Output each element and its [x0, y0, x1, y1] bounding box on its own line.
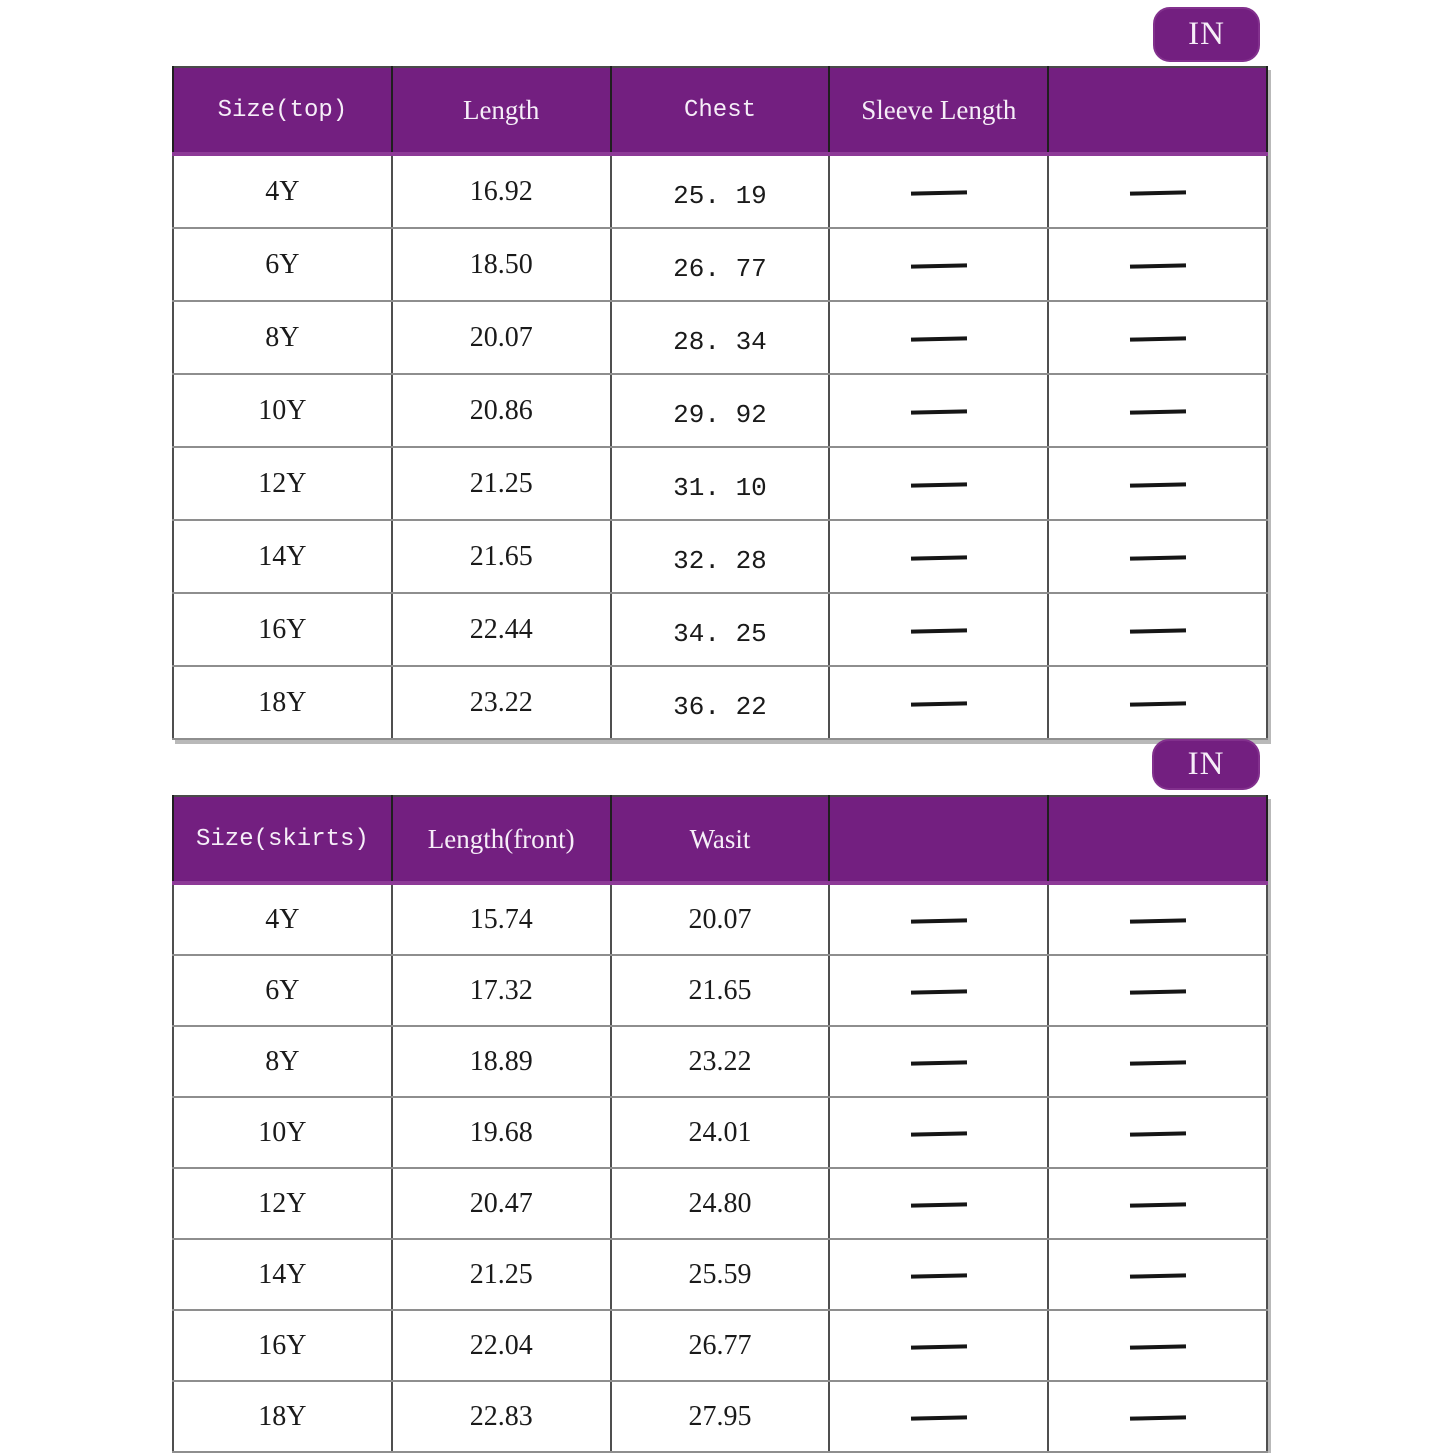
measurement-cell: 25.59: [611, 1239, 830, 1310]
measurement-cell: 18.89: [392, 1026, 611, 1097]
dash-mark: [1130, 1202, 1186, 1207]
unit-badge-inches-top: [1153, 7, 1260, 62]
empty-measurement-cell: [829, 1168, 1048, 1239]
table-row: [173, 228, 1267, 301]
table-row: [173, 1310, 1267, 1381]
table-row: [173, 593, 1267, 666]
table-row: [173, 955, 1267, 1026]
dash-mark: [1130, 409, 1186, 414]
header-chest: Chest: [611, 67, 830, 154]
measurement-cell: 18.50: [392, 228, 611, 301]
empty-measurement-cell: [829, 593, 1048, 666]
measurement-cell: 31. 10: [611, 447, 830, 520]
empty-measurement-cell: [829, 1381, 1048, 1452]
measurement-cell: 21.65: [611, 955, 830, 1026]
dash-mark: [911, 1202, 967, 1207]
dash-mark: [1130, 1415, 1186, 1420]
dash-mark: [1130, 628, 1186, 633]
measurement-cell: 24.80: [611, 1168, 830, 1239]
dash-mark: [911, 1060, 967, 1065]
size-cell: 18Y: [173, 666, 392, 739]
table-row: [173, 1381, 1267, 1452]
header-empty: [1048, 67, 1267, 154]
unit-badge-inches-bottom: [1152, 739, 1260, 790]
size-table-top: [172, 66, 1268, 740]
table-body: [173, 883, 1267, 1452]
dash-mark: [1130, 263, 1186, 268]
empty-measurement-cell: [829, 1097, 1048, 1168]
empty-measurement-cell: [829, 883, 1048, 955]
measurement-cell: 17.32: [392, 955, 611, 1026]
table-body: [173, 154, 1267, 739]
empty-measurement-cell: [1048, 666, 1267, 739]
dash-mark: [911, 701, 967, 706]
measurement-cell: 22.04: [392, 1310, 611, 1381]
table-row: [173, 447, 1267, 520]
empty-measurement-cell: [1048, 520, 1267, 593]
empty-measurement-cell: [829, 520, 1048, 593]
table-row: [173, 1026, 1267, 1097]
dash-mark: [1130, 701, 1186, 706]
header-size-skirts: Size(skirts): [173, 796, 392, 883]
header-empty: [829, 796, 1048, 883]
dash-mark: [1130, 989, 1186, 994]
size-cell: 6Y: [173, 955, 392, 1026]
table-row: [173, 374, 1267, 447]
empty-measurement-cell: [1048, 593, 1267, 666]
header-row: [173, 67, 1267, 154]
dash-mark: [911, 1131, 967, 1136]
empty-measurement-cell: [1048, 1026, 1267, 1097]
empty-measurement-cell: [829, 1026, 1048, 1097]
measurement-cell: 26.77: [611, 1310, 830, 1381]
empty-measurement-cell: [1048, 883, 1267, 955]
measurement-cell: 21.25: [392, 447, 611, 520]
measurement-cell: 27.95: [611, 1381, 830, 1452]
measurement-cell: 36. 22: [611, 666, 830, 739]
size-cell: 6Y: [173, 228, 392, 301]
unit-badge-label: IN: [1188, 16, 1225, 52]
measurement-cell: 23.22: [392, 666, 611, 739]
measurement-cell: 28. 34: [611, 301, 830, 374]
size-cell: 12Y: [173, 1168, 392, 1239]
measurement-cell: 23.22: [611, 1026, 830, 1097]
size-cell: 12Y: [173, 447, 392, 520]
dash-mark: [1130, 336, 1186, 341]
unit-badge-label: IN: [1187, 746, 1225, 782]
dash-mark: [911, 190, 967, 195]
size-cell: 18Y: [173, 1381, 392, 1452]
measurement-cell: 21.65: [392, 520, 611, 593]
size-cell: 8Y: [173, 301, 392, 374]
dash-mark: [911, 555, 967, 560]
dash-mark: [911, 918, 967, 923]
empty-measurement-cell: [829, 1239, 1048, 1310]
measurement-cell: 26. 77: [611, 228, 830, 301]
measurement-cell: 19.68: [392, 1097, 611, 1168]
header-length: Length: [392, 67, 611, 154]
table-row: [173, 1097, 1267, 1168]
table-row: [173, 301, 1267, 374]
dash-mark: [911, 482, 967, 487]
empty-measurement-cell: [829, 666, 1048, 739]
empty-measurement-cell: [1048, 1168, 1267, 1239]
measurement-cell: 29. 92: [611, 374, 830, 447]
dash-mark: [911, 989, 967, 994]
header-empty: [1048, 796, 1267, 883]
dash-mark: [1130, 482, 1186, 487]
dash-mark: [911, 628, 967, 633]
measurement-cell: 21.25: [392, 1239, 611, 1310]
header-row: [173, 796, 1267, 883]
dash-mark: [1130, 1273, 1186, 1278]
measurement-cell: 16.92: [392, 154, 611, 228]
empty-measurement-cell: [829, 301, 1048, 374]
table-row: [173, 1168, 1267, 1239]
table-header: [173, 796, 1267, 883]
empty-measurement-cell: [1048, 374, 1267, 447]
table-row: [173, 520, 1267, 593]
measurement-cell: 24.01: [611, 1097, 830, 1168]
measurement-cell: 15.74: [392, 883, 611, 955]
measurement-cell: 34. 25: [611, 593, 830, 666]
dash-mark: [911, 409, 967, 414]
measurement-cell: 25. 19: [611, 154, 830, 228]
size-table-skirts: [172, 795, 1268, 1453]
empty-measurement-cell: [829, 955, 1048, 1026]
empty-measurement-cell: [1048, 228, 1267, 301]
size-cell: 4Y: [173, 883, 392, 955]
size-cell: 16Y: [173, 1310, 392, 1381]
empty-measurement-cell: [829, 1310, 1048, 1381]
empty-measurement-cell: [1048, 1239, 1267, 1310]
header-waist: Wasit: [611, 796, 830, 883]
empty-measurement-cell: [1048, 447, 1267, 520]
table-header: [173, 67, 1267, 154]
header-size-top: Size(top): [173, 67, 392, 154]
size-cell: 14Y: [173, 1239, 392, 1310]
empty-measurement-cell: [829, 447, 1048, 520]
size-cell: 4Y: [173, 154, 392, 228]
empty-measurement-cell: [1048, 301, 1267, 374]
dash-mark: [911, 336, 967, 341]
empty-measurement-cell: [1048, 1097, 1267, 1168]
table-row: [173, 883, 1267, 955]
dash-mark: [1130, 1131, 1186, 1136]
table-row: [173, 1239, 1267, 1310]
measurement-cell: 20.07: [392, 301, 611, 374]
empty-measurement-cell: [829, 228, 1048, 301]
size-cell: 10Y: [173, 1097, 392, 1168]
dash-mark: [1130, 555, 1186, 560]
header-length-front: Length(front): [392, 796, 611, 883]
measurement-cell: 32. 28: [611, 520, 830, 593]
size-cell: 16Y: [173, 593, 392, 666]
empty-measurement-cell: [1048, 1381, 1267, 1452]
dash-mark: [911, 1415, 967, 1420]
measurement-cell: 20.07: [611, 883, 830, 955]
dash-mark: [1130, 1060, 1186, 1065]
empty-measurement-cell: [1048, 1310, 1267, 1381]
empty-measurement-cell: [1048, 154, 1267, 228]
dash-mark: [1130, 918, 1186, 923]
size-cell: 8Y: [173, 1026, 392, 1097]
empty-measurement-cell: [1048, 955, 1267, 1026]
measurement-cell: 20.47: [392, 1168, 611, 1239]
size-cell: 14Y: [173, 520, 392, 593]
measurement-cell: 22.44: [392, 593, 611, 666]
table-row: [173, 666, 1267, 739]
dash-mark: [1130, 1344, 1186, 1349]
size-cell: 10Y: [173, 374, 392, 447]
empty-measurement-cell: [829, 374, 1048, 447]
dash-mark: [1130, 190, 1186, 195]
table-row: [173, 154, 1267, 228]
dash-mark: [911, 1273, 967, 1278]
empty-measurement-cell: [829, 154, 1048, 228]
header-sleeve-length: Sleeve Length: [829, 67, 1048, 154]
dash-mark: [911, 1344, 967, 1349]
measurement-cell: 20.86: [392, 374, 611, 447]
dash-mark: [911, 263, 967, 268]
measurement-cell: 22.83: [392, 1381, 611, 1452]
